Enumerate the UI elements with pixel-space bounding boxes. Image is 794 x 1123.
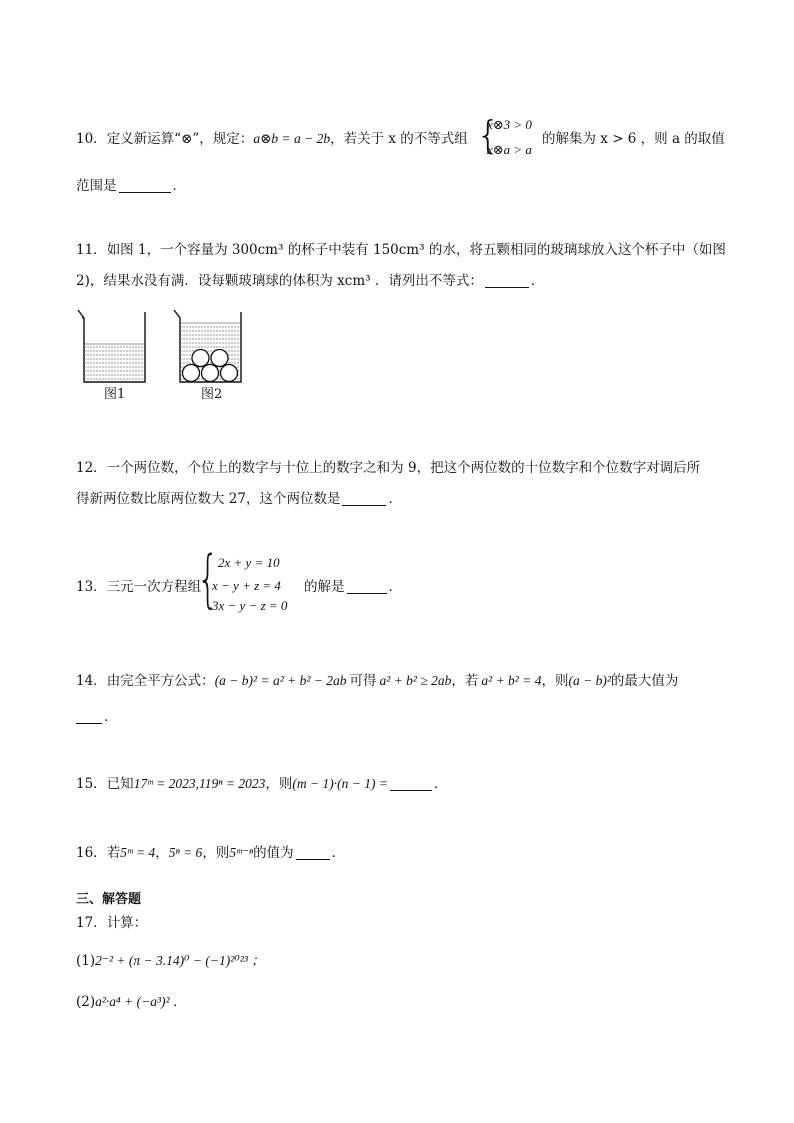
q15-formula2: (m − 1)·(n − 1) = xyxy=(292,776,388,791)
q14-text2: 可得 xyxy=(349,673,377,689)
q13-after xyxy=(304,578,402,596)
q11-number: 11． xyxy=(76,242,107,258)
q16-formula2: 5ⁿ = 6 xyxy=(168,845,203,860)
q11-end: ． xyxy=(530,273,545,289)
q16-formula1: 5ᵐ = 4 xyxy=(120,845,156,860)
q14-text3: ，若 xyxy=(451,673,479,689)
q11-line2 xyxy=(76,272,544,290)
q12-line2-text: 得新两位数比原两位数大 27，这个两位数是 xyxy=(76,491,341,507)
q15-answer-blank[interactable] xyxy=(390,776,432,791)
q13-eq2: x − y + z = 4 xyxy=(212,578,281,593)
q11-line1 xyxy=(76,241,726,259)
q16-formula3: 5ᵐ⁻ⁿ xyxy=(229,845,254,860)
q10-line1 xyxy=(76,130,468,148)
beaker-2-figure xyxy=(174,310,241,382)
q12-line1 xyxy=(76,459,700,477)
q17-part1 xyxy=(76,952,265,970)
q13-eq1: 2x + y = 10 xyxy=(218,555,280,570)
q14-formula4: (a − b)² xyxy=(568,673,611,688)
q13-brace: { xyxy=(197,542,219,615)
q16-end: ． xyxy=(331,845,346,861)
q13-answer-blank[interactable] xyxy=(347,579,387,594)
q10-ineq1: x⊗3 > 0 xyxy=(487,117,532,132)
q15-text1: 已知 xyxy=(106,776,134,792)
q13-line xyxy=(76,578,201,596)
q10-ineq2: x⊗a > a xyxy=(487,142,532,157)
q14-text5: 的最大值为 xyxy=(610,673,679,689)
q10-text1: 定义新运算“⊗”，规定： xyxy=(106,131,254,147)
q10-answer-blank[interactable] xyxy=(119,178,171,193)
q13-end: ． xyxy=(388,579,402,595)
q10-text3: 的解集为 x > 6 ，则 a 的取值 xyxy=(542,131,725,147)
q12-number: 12． xyxy=(76,460,107,476)
q11-answer-blank[interactable] xyxy=(485,273,529,288)
q12-line2 xyxy=(76,490,402,508)
q17-part2-formula: a²·a⁴ + (−a³)² ． xyxy=(95,994,187,1009)
q12-answer-blank[interactable] xyxy=(342,491,386,506)
q14-formula1: (a − b)² = a² + b² − 2ab xyxy=(214,673,347,688)
q13-text: 三元一次方程组 xyxy=(106,579,202,595)
q14-number: 14． xyxy=(76,673,107,689)
q17-text: 计算： xyxy=(106,915,148,931)
q15-line xyxy=(76,775,447,793)
q14-line1 xyxy=(76,672,678,690)
q17-part2-label: (2) xyxy=(76,994,96,1010)
fig2-label: 图2 xyxy=(201,387,223,402)
q16-text3: 的值为 xyxy=(253,845,294,861)
q16-answer-blank[interactable] xyxy=(296,845,330,860)
q10-text4: 范围是 xyxy=(76,178,117,194)
q14-line2 xyxy=(76,708,118,726)
q13-number: 13． xyxy=(76,579,107,595)
q13-after-text: 的解是 xyxy=(304,579,345,595)
q15-number: 15． xyxy=(76,776,107,792)
q15-end: ． xyxy=(433,776,448,792)
q17-part2 xyxy=(76,993,186,1011)
q16-text1: 若 xyxy=(106,845,121,861)
q17-number: 17． xyxy=(76,915,107,931)
q12-line1-text: 一个两位数，个位上的数字与十位上的数字之和为 9，把这个两位数的十位数字和个位数字对调后所 xyxy=(106,460,701,476)
q16-text2: ，则 xyxy=(202,845,230,861)
q11-figures xyxy=(74,306,254,406)
q14-text1: 由完全平方公式： xyxy=(106,673,215,689)
fig1-label: 图1 xyxy=(104,387,126,402)
q10-end: ． xyxy=(172,178,186,194)
q16-line xyxy=(76,844,345,862)
q17-line xyxy=(76,914,147,932)
q10-text2: ，若关于 x 的不等式组 xyxy=(330,131,468,147)
q11-line2-text: 2)，结果水没有满．设每颗玻璃球的体积为 xcm³ ．请列出不等式： xyxy=(76,273,483,289)
q12-end: ． xyxy=(388,491,402,507)
q11-line1-text: 如图 1，一个容量为 300cm³ 的杯子中装有 150cm³ 的水，将五颗相同的玻璃球放入这个杯子中（如图 xyxy=(106,242,726,258)
q17-part1-label: (1) xyxy=(76,953,96,969)
q16-comma: ， xyxy=(155,845,169,861)
q14-formula3: a² + b² = 4 xyxy=(481,673,542,688)
q13-eq3: 3x − y − z = 0 xyxy=(212,598,288,613)
q17-part1-formula: 2⁻² + (π − 3.14)⁰ − (−1)²⁰²³ ； xyxy=(95,953,265,968)
q16-number: 16． xyxy=(76,845,107,861)
q10-brace: { xyxy=(476,113,501,157)
q15-formula1: 17ᵐ = 2023,119ⁿ = 2023 xyxy=(133,776,266,791)
q14-text4: ，则 xyxy=(541,673,569,689)
q10-definition: a⊗b = a − 2b xyxy=(253,131,331,146)
section-3-title: 三、解答题 xyxy=(76,892,142,907)
beaker-1-figure xyxy=(78,310,145,382)
q10-number: 10． xyxy=(76,131,107,147)
q15-text2: ，则 xyxy=(265,776,293,792)
q14-answer-blank[interactable] xyxy=(76,709,102,724)
q10-line2 xyxy=(76,177,186,195)
q14-end: ． xyxy=(104,709,118,725)
q14-formula2: a² + b² ≥ 2ab xyxy=(379,673,452,688)
